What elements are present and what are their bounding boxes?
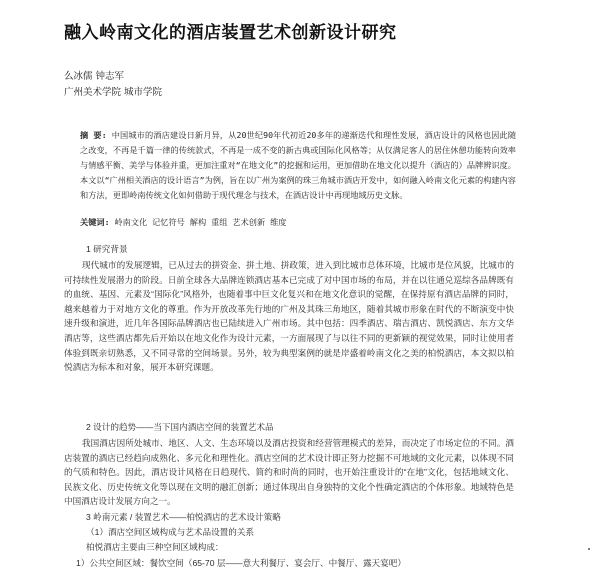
section-1-paragraph: 现代城市的发展逻辑，已从过去的拼资金、拼土地、拼政策，进入到比城市总体环境，比城市是位风貌，比城市的可持续性发展潜力的阶段。日前全球各大品牌连锁酒店基本已完成了对中国市场的布局，并在以往通兑巡综各品牌既有的血统、基因、元素及“国际化”风格外，也随着事中巨文化复兴和在地文化意识的觉醒，在保持原有酒店品牌的同时，越来越着力于对地方文化的尊重。作为开放改革先行地的广州及其珠三角地区，随着其城市形象在时代的不断演变中快速升级和演进，近几年各国际品牌酒店也已陆续进入广州市场。其中包括：四季酒店、瑞吉酒店、凯悦酒店、东方文华酒店等，这些酒店都先后开始以在地文化作为设计元素，一方面展现了与以往不同的更新颖的视觉效果，同时让使用者体验到既亲切熟悉，又不同寻常的空间场景。另外，较为典型案例的就是岸盛着岭南文化之美的柏悦酒店，本文拟以柏悦酒店为标本和对象，展开本研究课题。	[64, 260, 514, 373]
section-3-item-1: （1）酒店空间区域构成与艺术品设置的关系	[86, 527, 255, 537]
section-3-item-3: 1）公共空间区域：餐饮空间（65-70 层——意大利餐厅、宴会厅、中餐厅、露天宴吧）	[76, 558, 406, 568]
keywords	[80, 217, 520, 228]
abstract-text: 中国城市的酒店建设日新月异，从20世纪90年代初近20多年的递渐迭代和理性发展，酒店设计的风格也因此随之改变，不再是千篇一律的传统款式，不再是一成不变的新古典或国际化风格等；从仅满足客人的居住休憩功能转向效率与情感平衡、美学与体验并重，更加注重对“在地文化”的挖掘和运用，更加借助在地文化以提升（酒店的）品牌辨识度。本文以“广州相关酒店的设计语言”为例，旨在以广州为案例的珠三角城市酒店开发中，如何融入岭南文化元素的构建内容和方法，更即岭南传统文化如何借助于现代理念与技术，在酒店设计中再现地域历史文脉。	[80, 130, 517, 200]
paper-title: 融入岭南文化的酒店装置艺术创新设计研究	[64, 23, 397, 43]
abstract	[80, 128, 516, 203]
keywords-text: 岭南文化 记忆符号 解构 重组 艺术创新 维度	[114, 217, 287, 227]
abstract-label: 摘 要:	[80, 130, 107, 140]
paper-authors: 么冰儒 钟志军	[64, 71, 125, 82]
section-heading-3: 3 岭南元素 / 装置艺术——柏悦酒店的艺术设计策略	[86, 512, 281, 522]
section-heading-2: 2 设计的趋势——当下国内酒店空间的装置艺术品	[86, 422, 274, 432]
paper-affiliation: 广州美术学院 城市学院	[64, 87, 163, 98]
section-heading-1: 1 研究背景	[86, 244, 128, 254]
keywords-label: 关键词:	[80, 217, 110, 227]
section-2-paragraph: 我国酒店因所处城市、地区、人文、生态环境以及酒店投资和经营管理模式的差异，而决定了市场定位的不同。酒店装置的酒店已经趋向成熟化、多元化和理性化。酒店空间的艺术设计即正努力挖掘不可地域的文化元素，以体现不同的气质和特色。因此，酒店设计风格在日趋现代、简约和时尚的同时，也开始注重设计的“在地”文化，包括地域文化、民族文化、历史传统文化等以现在文明的融汇创新；通过体现出自身独特的文化个性确定酒店的个体形象。地域特色是中国酒店设计发展方向之一。	[64, 438, 514, 507]
section-3-item-2: 柏悦酒店主要由三种空间区域构成：	[86, 542, 224, 552]
scan-speck	[588, 548, 590, 550]
